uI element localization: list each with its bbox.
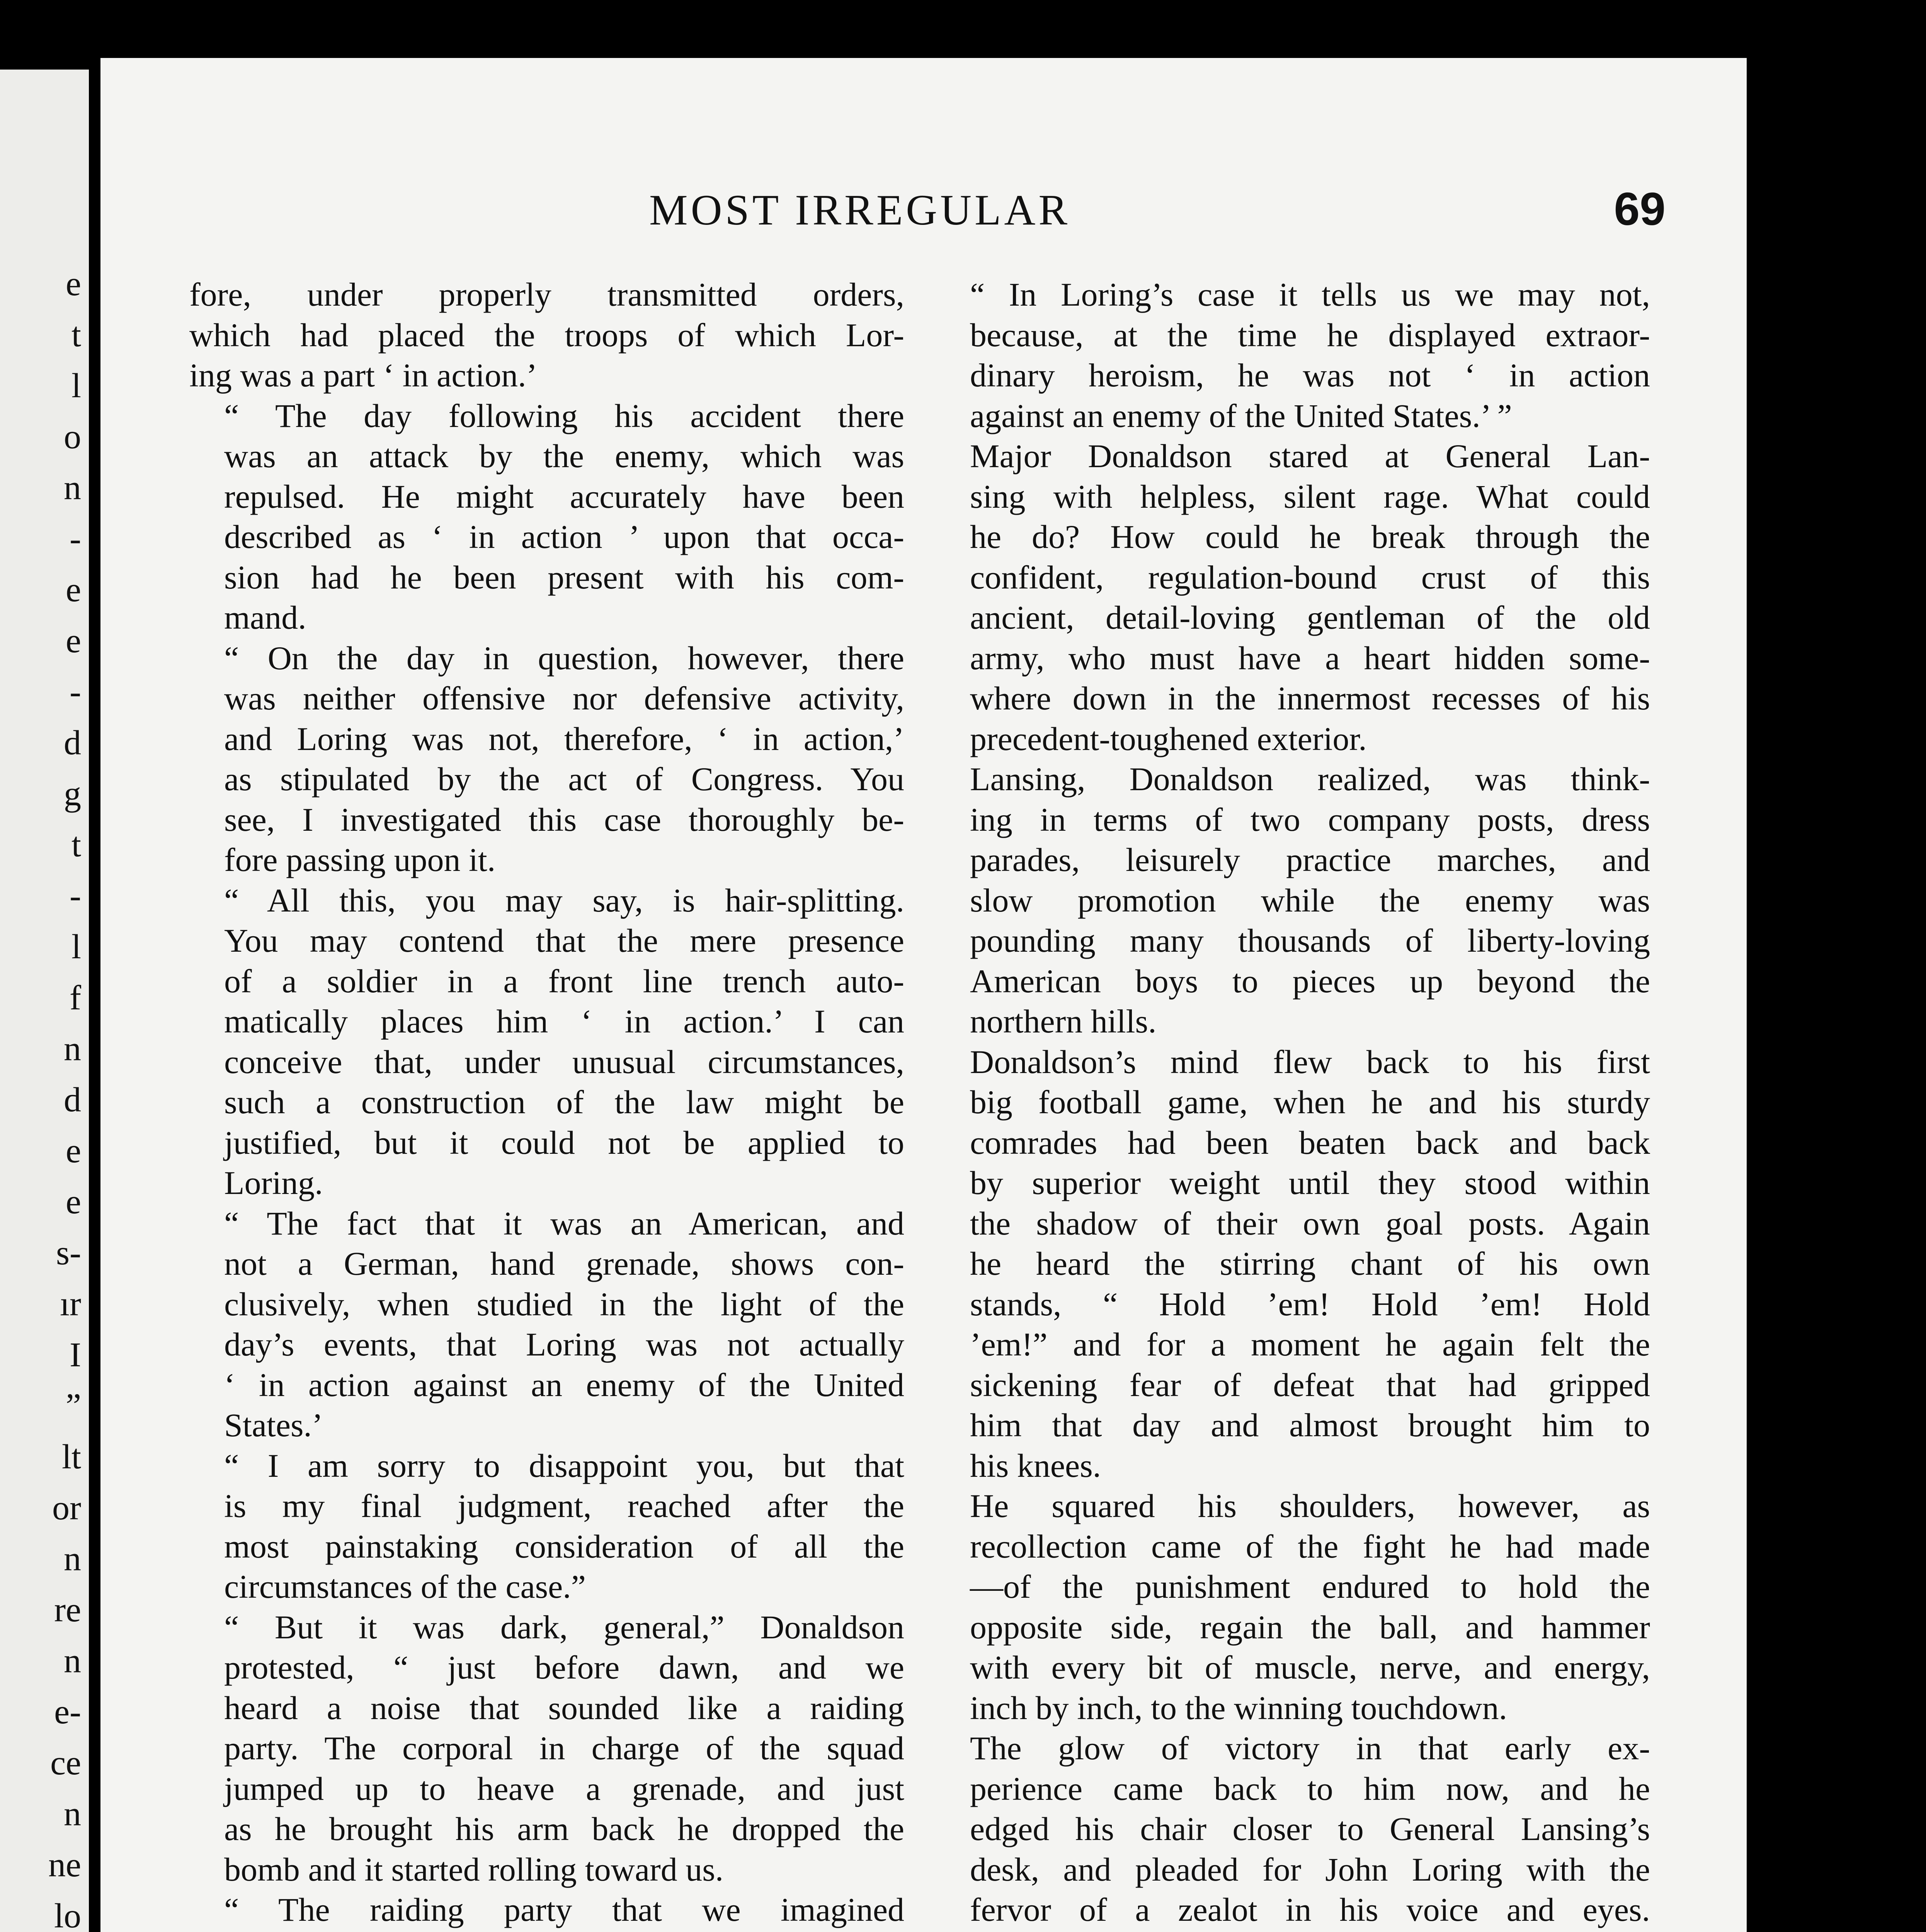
paragraph [935,436,1650,759]
prev-page-fragment: ” [66,1387,81,1425]
text-line: comrades had been beaten back and back [970,1124,1650,1161]
prev-page-fragment: lo [54,1897,81,1932]
paragraph [935,759,1650,1042]
prev-page-fragment: e [66,622,81,660]
text-column-right [935,274,1650,1932]
text-line: States.’ [224,1406,323,1444]
text-line: opposite side, regain the ball, and hammer [970,1608,1650,1646]
text-line: mand. [224,599,306,636]
prev-page-fragment: - [70,877,81,915]
text-line: pounding many thousands of liberty-loving [970,922,1650,959]
prev-page-fragment: ne [48,1846,81,1884]
text-line: circumstances of the case.” [224,1568,586,1605]
text-line: fore passing upon it. [224,841,496,878]
text-line: of a soldier in a front line trench auto- [224,962,904,1000]
text-line: ing in terms of two company posts, dress [970,801,1650,838]
text-line: big football game, when he and his sturdy [970,1083,1650,1121]
text-line: see, I investigated this case thoroughly be- [224,801,904,838]
prev-page-fragment: - [70,520,81,558]
paragraph [189,638,904,880]
paragraph [189,880,904,1203]
text-line: his knees. [970,1447,1101,1484]
text-line: he heard the stirring chant of his own [970,1245,1650,1282]
text-line: stands, “ Hold ’em! Hold ’em! Hold [970,1285,1650,1323]
text-line: dinary heroism, he was not ‘ in action [970,357,1650,394]
text-line: parades, leisurely practice marches, and [970,841,1650,878]
page-header [100,185,1747,247]
prev-page-fragment: - [70,673,81,711]
text-line: perience came back to him now, and he [970,1770,1650,1807]
text-line: “ I am sorry to disappoint you, but that [224,1447,904,1484]
text-line: “ The raiding party that we imagined [224,1891,904,1928]
text-line: You may contend that the mere presence [224,922,904,959]
text-line: he do? How could he break through the [970,518,1650,555]
text-line: bomb and it started rolling toward us. [224,1850,724,1888]
previous-page-edge [0,70,89,1932]
text-line: protested, “ just before dawn, and we [224,1649,904,1686]
text-line: fervor of a zealot in his voice and eyes. [970,1891,1650,1928]
text-line: most painstaking consideration of all the [224,1527,904,1565]
text-line: slow promotion while the enemy was [970,881,1650,919]
text-line: fore, under properly transmitted orders, [189,276,904,313]
prev-page-fragment: ır [60,1285,81,1323]
paragraph [935,274,1650,436]
prev-page-fragment: d [64,724,81,762]
text-line: American boys to pieces up beyond the [970,962,1650,1000]
text-line: inch by inch, to the winning touchdown. [970,1689,1507,1726]
text-line: —of the punishment endured to hold the [970,1568,1650,1605]
text-line: where down in the innermost recesses of his [970,680,1650,717]
prev-page-fragment: n [64,1795,81,1833]
text-line: the shadow of their own goal posts. Again [970,1204,1650,1242]
text-line: with every bit of muscle, nerve, and energy, [970,1649,1650,1686]
text-line: as he brought his arm back he dropped the [224,1810,904,1847]
prev-page-fragment: lt [61,1438,81,1476]
paragraph [189,1889,904,1932]
text-line: not a German, hand grenade, shows con- [224,1245,904,1282]
text-line: matically places him ‘ in action.’ I can [224,1003,904,1040]
prev-page-fragment: e- [54,1693,81,1731]
text-line: jumped up to heave a grenade, and just [224,1770,904,1807]
text-line: northern hills. [970,1003,1157,1040]
text-line: sickening fear of defeat that had gripped [970,1366,1650,1403]
text-line: was neither offensive nor defensive activity, [224,680,904,717]
paragraph [935,1728,1650,1932]
text-line: as stipulated by the act of Congress. You [224,760,904,798]
text-line: and Loring was not, therefore, ‘ in action,’ [224,720,904,757]
prev-page-fragment: e [66,265,81,303]
prev-page-fragment: n [64,1030,81,1068]
text-line: by superior weight until they stood within [970,1164,1650,1201]
prev-page-fragment: n [64,469,81,507]
text-line: is my final judgment, reached after the [224,1487,904,1524]
text-line: day’s events, that Loring was not actually [224,1326,904,1363]
prev-page-fragment: d [64,1081,81,1119]
text-line: such a construction of the law might be [224,1083,904,1121]
prev-page-fragment: or [52,1489,81,1527]
text-line: Donaldson’s mind flew back to his first [970,1043,1650,1080]
text-line: which had placed the troops of which Lor- [189,316,904,354]
prev-page-fragment: l [71,928,81,966]
prev-page-fragment: t [71,826,81,864]
text-line: him that day and almost brought him to [970,1406,1650,1444]
text-line: “ The day following his accident there [224,397,904,434]
text-line: Major Donaldson stared at General Lan- [970,437,1650,474]
prev-page-fragment: n [64,1642,81,1680]
paragraph [189,1607,904,1890]
text-line: ancient, detail-loving gentleman of the old [970,599,1650,636]
running-title: MOST IRREGULAR [649,186,1071,234]
prev-page-fragment: s- [56,1234,81,1272]
text-line: ‘ in action against an enemy of the United [224,1366,904,1403]
text-line: party. The corporal in charge of the squad [224,1730,904,1767]
prev-page-fragment: re [54,1591,81,1629]
text-line: “ The fact that it was an American, and [224,1204,904,1242]
prev-page-fragment: e [66,571,81,609]
text-line: sing with helpless, silent rage. What could [970,478,1650,515]
text-column-left [189,274,904,1932]
text-line: “ In Loring’s case it tells us we may not, [970,276,1650,313]
text-line: precedent-toughened exterior. [970,720,1367,757]
prev-page-fragment: I [70,1336,81,1374]
text-line: desk, and pleaded for John Loring with the [970,1850,1650,1888]
text-line: “ But it was dark, general,” Donaldson [224,1608,904,1646]
text-line: conceive that, under unusual circumstances, [224,1043,904,1080]
text-line [189,1930,904,1932]
text-line: edged his chair closer to General Lansing’s [970,1810,1650,1847]
paragraph [189,396,904,638]
text-line: repulsed. He might accurately have been [224,478,904,515]
text-line: ’em!” and for a moment he again felt the [970,1326,1650,1363]
text-line [935,1930,1650,1932]
text-line: against an enemy of the United States.’ ” [970,397,1512,434]
prev-page-fragment: n [64,1540,81,1578]
text-line: Lansing, Donaldson realized, was think- [970,760,1650,798]
paragraph [935,1042,1650,1486]
text-line: clusively, when studied in the light of the [224,1285,904,1323]
text-line: described as ‘ in action ’ upon that occa- [224,518,904,555]
prev-page-fragment: e [66,1132,81,1170]
prev-page-fragment: t [71,316,81,354]
text-line: heard a noise that sounded like a raiding [224,1689,904,1726]
prev-page-fragment: f [70,979,81,1017]
prev-page-fragment: g [64,775,81,813]
paragraph [189,1446,904,1607]
text-line: recollection came of the fight he had made [970,1527,1650,1565]
text-line: army, who must have a heart hidden some- [970,639,1650,677]
text-line: The glow of victory in that early ex- [970,1730,1650,1767]
page-number: 69 [1614,183,1666,235]
text-line: ing was a part ‘ in action.’ [189,357,538,394]
text-line: He squared his shoulders, however, as [970,1487,1650,1524]
text-line: justified, but it could not be applied to [224,1124,904,1161]
paragraph [935,1486,1650,1728]
text-line: sion had he been present with his com- [224,558,904,596]
prev-page-fragment: o [64,418,81,456]
text-line: “ On the day in question, however, there [224,639,904,677]
text-line: “ All this, you may say, is hair-splitting. [224,881,904,919]
paragraph [189,274,904,396]
text-line: confident, regulation-bound crust of this [970,558,1650,596]
book-page [100,58,1747,1932]
prev-page-fragment: l [71,367,81,405]
text-line: because, at the time he displayed extraor- [970,316,1650,354]
text-line: was an attack by the enemy, which was [224,437,904,474]
text-line: Loring. [224,1164,323,1201]
prev-page-fragment: e [66,1183,81,1221]
prev-page-fragment: ce [50,1744,81,1782]
paragraph [189,1203,904,1446]
